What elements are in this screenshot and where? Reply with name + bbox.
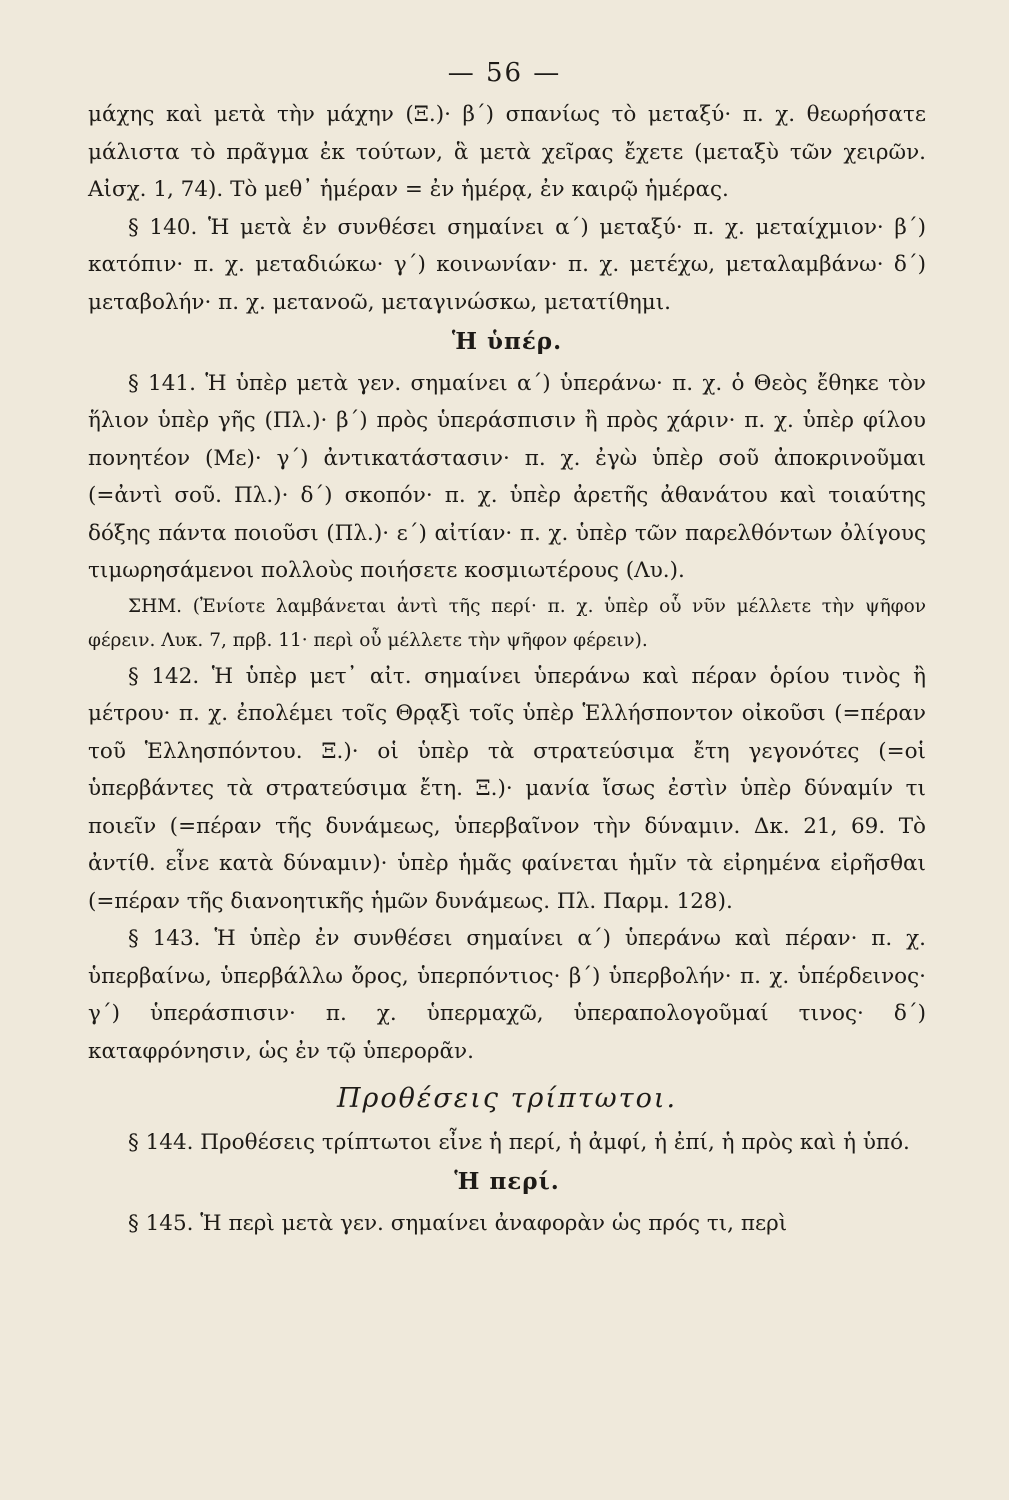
note-text: ΣΗΜ. (Ἐνίοτε λαμβάνεται ἀντὶ τῆς περί· π. χ. ὑπὲρ οὗ νῦν μέλλετε τὴν ψῆφον φέρειν. Λυκ. 7, πρβ. 11· περὶ οὗ μέλλετε τὴν ψῆφον φέρειν). (88, 595, 926, 651)
section-142: § 142. Ἡ ὑπὲρ μετ᾽ αἰτ. σημαίνει ὑπεράνω καὶ πέραν ὁρίου τινὸς ἢ μέτρου· π. χ. ἐπολέμει τοῖς Θρᾳξὶ τοῖς ὑπὲρ Ἑλλήσποντον οἰκοῦσι (=πέραν τοῦ Ἑλλησπόντου. Ξ.)· οἱ ὑπὲρ τὰ στρατεύσιμα ἔτη γεγονότες (=οἱ ὑπερβάντες τὰ στρατεύσιμα ἔτη. Ξ.)· μανία ἴσως ἐστὶν ὑπὲρ δύναμίν τι ποιεῖν (=πέραν τῆς δυνάμεως, ὑπερβαῖνον τὴν δύναμιν. Δκ. 21, 69. Τὸ ἀντίθ. εἶνε κατὰ δύναμιν)· ὑπὲρ ἡμᾶς φαίνεται ἡμῖν τὰ εἰρημένα εἰρῆσθαι (=πέραν τῆς διανοητικῆς ἡμῶν δυνάμεως. Πλ. Παρμ. 128). (88, 663, 926, 914)
section-145: § 145. Ἡ περὶ μετὰ γεν. σημαίνει ἀναφορὰν ὡς πρός τι, περὶ (128, 1210, 788, 1236)
page-body (88, 96, 926, 1242)
section-141: § 141. Ἡ ὑπὲρ μετὰ γεν. σημαίνει α΄) ὑπεράνω· π. χ. ὁ Θεὸς ἔθηκε τὸν ἥλιον ὑπὲρ γῆς (Πλ.)· β΄) πρὸς ὑπεράσπισιν ἢ πρὸς χάριν· π. χ. ὑπὲρ φίλου πονητέον (Με)· γ΄) ἀντικατάστασιν· π. χ. ἐγὼ ὑπὲρ σοῦ ἀποκρινοῦμαι (=ἀντὶ σοῦ. Πλ.)· δ΄) σκοπόν· π. χ. ὑπὲρ ἀρετῆς ἀθανάτου καὶ τοιαύτης δόξης πάντα ποιοῦσι (Πλ.)· ε΄) αἰτίαν· π. χ. ὑπὲρ τῶν παρελθόντων ὀλίγους τιμωρησάμενοι πολλοὺς ποιήσετε κοσμιωτέρους (Λυ.). (88, 370, 926, 583)
heading-hyper: Ἡ ὑπέρ. (451, 328, 563, 355)
heading-peri: Ἡ περί. (454, 1168, 560, 1195)
section-140: § 140. Ἡ μετὰ ἐν συνθέσει σημαίνει α΄) μεταξύ· π. χ. μεταίχμιον· β΄) κατόπιν· π. χ. μεταδιώκω· γ΄) κοινωνίαν· π. χ. μετέχω, μεταλαμβάνω· δ΄) μεταβολήν· π. χ. μετανοῶ, μεταγινώσκω, μετατίθημι. (88, 214, 926, 315)
section-144: § 144. Προθέσεις τρίπτωτοι εἶνε ἡ περί, ἡ ἀμφί, ἡ ἐπί, ἡ πρὸς καὶ ἡ ὑπό. (128, 1129, 910, 1155)
continued-paragraph: μάχης καὶ μετὰ τὴν μάχην (Ξ.)· β΄) σπανίως τὸ μεταξύ· π. χ. θεωρήσατε μάλιστα τὸ πρᾶγμα ἐκ τούτων, ἃ μετὰ χεῖρας ἔχετε (μεταξὺ τῶν χειρῶν. Αἰσχ. 1, 74). Τὸ μεθ᾽ ἡμέραν = ἐν ἡμέρᾳ, ἐν καιρῷ ἡμέρας. (88, 102, 926, 202)
note-block (88, 590, 926, 658)
section-143: § 143. Ἡ ὑπὲρ ἐν συνθέσει σημαίνει α΄) ὑπεράνω καὶ πέραν· π. χ. ὑπερβαίνω, ὑπερβάλλω ὄρος, ὑπερπόντιος· β΄) ὑπερβολήν· π. χ. ὑπέρδεινος· γ΄) ὑπεράσπισιν· π. χ. ὑπερμαχῶ, ὑπεραπολογοῦμαί τινος· δ΄) καταφρόνησιν, ὡς ἐν τῷ ὑπερορᾶν. (88, 926, 926, 1064)
heading-triptotoi: Προθέσεις τρίπτωτοι. (336, 1083, 678, 1114)
page-number: — 56 — (447, 58, 562, 88)
